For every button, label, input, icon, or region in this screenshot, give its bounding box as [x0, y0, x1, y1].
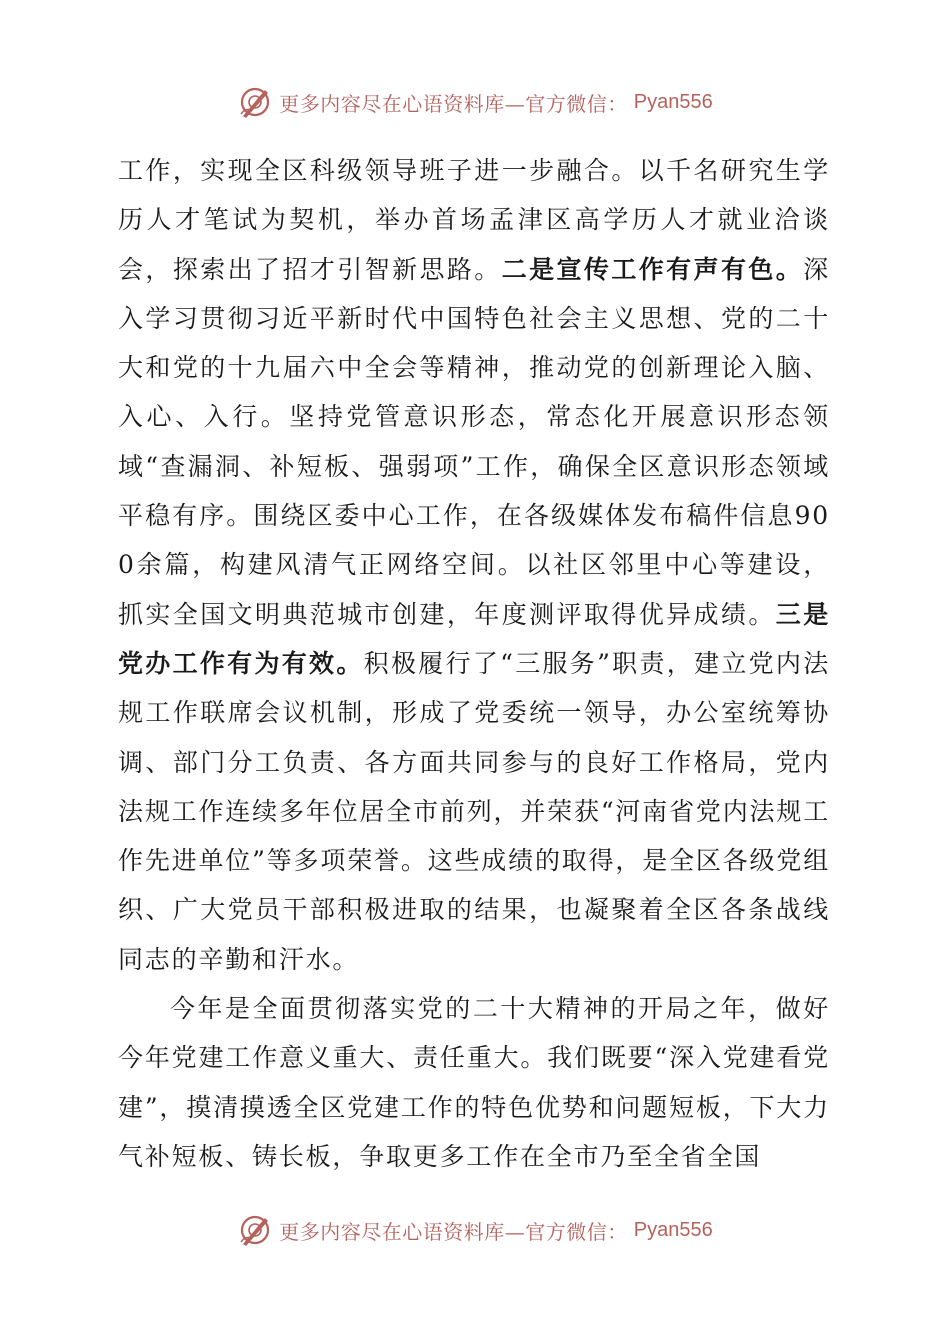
pen-circle-logo-icon [237, 84, 273, 120]
section-heading-publicity: 二是宣传工作有声有色。 [501, 254, 804, 284]
header-watermark [0, 80, 950, 124]
document-body [118, 146, 830, 1181]
body-paragraph-1 [118, 146, 830, 984]
watermark-wechat-id: Pyan556 [633, 90, 713, 113]
pen-circle-logo-icon [237, 1212, 273, 1248]
footer-watermark [0, 1208, 950, 1252]
body-paragraph-2: 今年是全面贯彻落实党的二十大精神的开局之年，做好今年党建工作意义重大、责任重大。我们既要“深入党建看党建”，摸清摸透全区党建工作的特色优势和问题短板，下大力气补短板、铸长板，争取更多工作在全市乃至全省全国 [118, 994, 830, 1171]
paragraph-text: 积极履行了“三服务”职责，建立党内法规工作联席会议机制，形成了党委统一领导，办公室统筹协调、部门分工负责、各方面共同参与的良好工作格局，党内法规工作连续多年位居全市前列，并荣获“河南省党内法规工作先进单位”等多项荣誉。这些成绩的取得，是全区各级党组织、广大党员干部积极进取的结果，也凝聚着全区各条战线同志的辛勤和汗水。 [118, 648, 831, 974]
paragraph-text: 深入学习贯彻习近平新时代中国特色社会主义思想、党的二十大和党的十九届六中全会等精神，推动党的创新理论入脑、入心、入行。坚持党管意识形态，常态化开展意识形态领域“查漏洞、补短板、强弱项”工作，确保全区意识形态领域平稳有序。围绕区委中心工作，在各级媒体发布稿件信息900余篇，构建风清气正网络空间。以社区邻里中心等建设，抓实全国文明典范城市创建，年度测评取得优异成绩。 [118, 254, 830, 629]
watermark-text: 更多内容尽在心语资料库—官方微信： [279, 91, 628, 116]
watermark-text: 更多内容尽在心语资料库—官方微信： [279, 1219, 628, 1244]
watermark-wechat-id: Pyan556 [633, 1218, 713, 1241]
paragraph-text: 工作，实现全区科级领导班子进一步融合。以千名研究生学历人才笔试为契机，举办首场孟津区高学历人才就业洽谈会，探索出了招才引智新思路。 [118, 156, 830, 284]
section-heading-party-office: 三是党办工作有为有效。 [118, 599, 831, 678]
